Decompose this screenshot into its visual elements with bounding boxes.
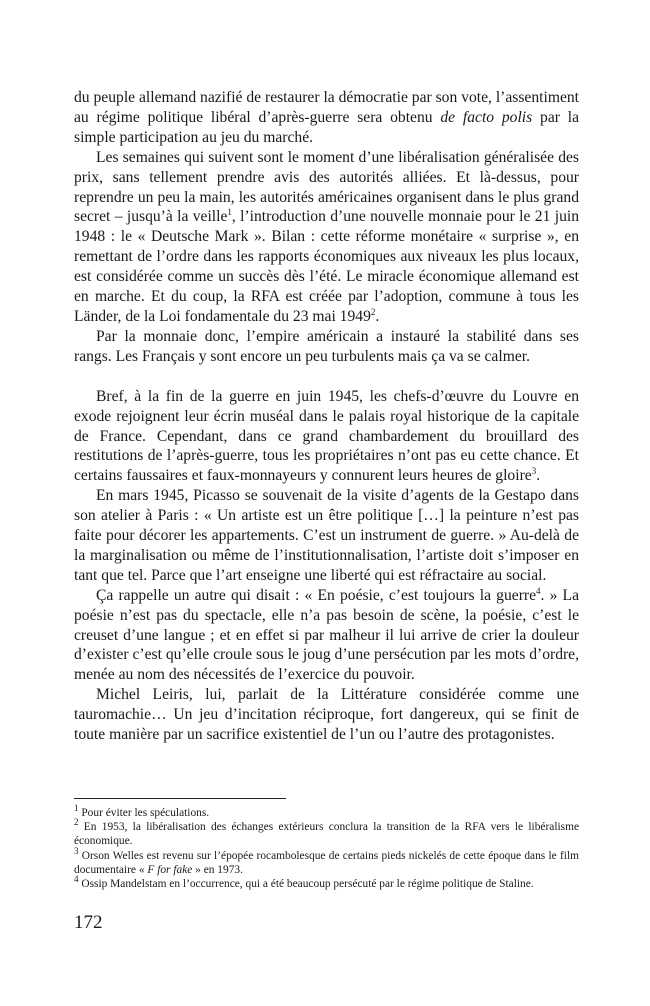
footnote-4-text: Ossip Mandelstam en l’occurrence, qui a été beaucoup persécuté par le régime politique de Staline. [78, 878, 534, 891]
page-number: 172 [74, 912, 103, 933]
footnote-1-text: Pour éviter les spéculations. [78, 807, 210, 819]
footnote-separator [74, 798, 286, 799]
footnote-2-mark: 2 [74, 817, 79, 828]
footnote-3-text-a: Orson Welles est revenu sur l’épopée rocambolesque de certains pieds nickelés de cette époque dans le film documentaire « [74, 849, 579, 876]
footnote-3-film-title: F for fake [147, 863, 193, 876]
paragraph-6-text-a: Ça rappelle un autre qui disait : « En poésie, c’est toujours la guerre [96, 586, 537, 604]
paragraph-2 [74, 148, 579, 327]
footnote-1 [74, 803, 579, 820]
paragraph-6 [74, 586, 579, 686]
paragraph-1-text: du peuple allemand nazifié de restaurer la démocratie par son vote, l’assentiment au régime politique libéral d’après-guerre sera obtenu [74, 89, 579, 126]
paragraph-6-text-b: . » La poésie n’est pas du spectacle, elle n’a pas besoin de scène, la poésie, c’est le creuset d’une langue ; et en effet si par malheur il lui arrive de crier la douleur d’exister c’est qu’elle croule sous le joug d’une persécution par les mots d’ordre, menée au nom des nécessités de l’exercice du pouvoir. [74, 586, 579, 684]
paragraph-2-text-a: Les semaines qui suivent sont le moment d’une libéralisation généralisée des prix, sans tellement prendre avis des autorités alliées. Et là-dessus, pour reprendre un peu la main, les autorités américaines organisent dans le plus grand secret – jusqu’à la veille [74, 148, 579, 226]
footnote-2 [74, 817, 579, 848]
body-text [74, 88, 579, 745]
paragraph-4 [74, 387, 579, 487]
footnote-ref-1: 1 [227, 207, 232, 218]
footnote-3 [74, 845, 579, 877]
paragraph-1-end: par la simple participation au jeu du marché. [74, 108, 579, 146]
paragraph-5: En mars 1945, Picasso se souvenait de la visite d’agents de la Gestapo dans son atelier à Paris : « Un artiste est un être politique […] la peinture n’est pas faite pour décorer les appartements. C’est un instrument de guerre. » Au-delà de la marginalisation ou même de l’institutionnalisation, l’artiste doit s’imposer en tant que tel. Parce que l’art enseigne une liberté qui est réfractaire au social. [74, 487, 579, 584]
footnote-2-text: En 1953, la libéralisation des échanges extérieurs conclura la transition de la RFA vers le libéralisme économique. [74, 821, 579, 848]
footnotes [74, 803, 579, 891]
footnote-1-mark: 1 [74, 803, 79, 814]
paragraph-3: Par la monnaie donc, l’empire américain a instauré la stabilité dans ses rangs. Les Français y sont encore un peu turbulents mais ça va se calmer. [74, 327, 579, 365]
paragraph-4-text-a: Bref, à la fin de la guerre en juin 1945, les chefs-d’œuvre du Louvre en exode rejoignent leur écrin muséal dans le palais royal historique de la capitale de France. Cependant, dans ce grand chambardement du brouillard des restitutions de l’après-guerre, tous les propriétaires n’ont pas eu cette chance. Et certains faussaires et faux-monnayeurs y connurent leurs heures de gloire [74, 387, 579, 485]
paragraph-1 [74, 88, 579, 148]
paragraph-4-text-b: . [536, 467, 541, 485]
footnote-ref-2: 2 [370, 306, 376, 317]
footnote-4-mark: 4 [74, 874, 79, 885]
footnote-ref-4: 4 [536, 585, 541, 596]
footnote-ref-3: 3 [531, 466, 537, 477]
italic-phrase: de facto polis [440, 108, 533, 126]
paragraph-2-text-b: , l’introduction d’une nouvelle monnaie pour le 21 juin 1948 : le « Deutsche Mark ». Bilan : cette réforme monétaire « surprise », en remettant de l’ordre dans les rapports économiques aux niveaux les plus locaux, est considérée comme un succès dès l’été. Le miracle économique allemand est en marche. Et du coup, la RFA est créée par l’adoption, commune à tous les Länder, de la Loi fondamentale du 23 mai 1949 [74, 208, 579, 325]
footnote-4 [74, 874, 579, 891]
footnote-3-mark: 3 [74, 845, 79, 856]
paragraph-2-text-c: . [375, 307, 380, 325]
footnote-3-text-b: » en 1973. [192, 863, 243, 876]
paragraph-7: Michel Leiris, lui, parlait de la Littérature considérée comme une tauromachie… Un jeu d’incitation réciproque, fort dangereux, qui se finit de toute manière par un sacrifice existentiel de l’un ou l’autre des protagonistes. [74, 686, 579, 744]
